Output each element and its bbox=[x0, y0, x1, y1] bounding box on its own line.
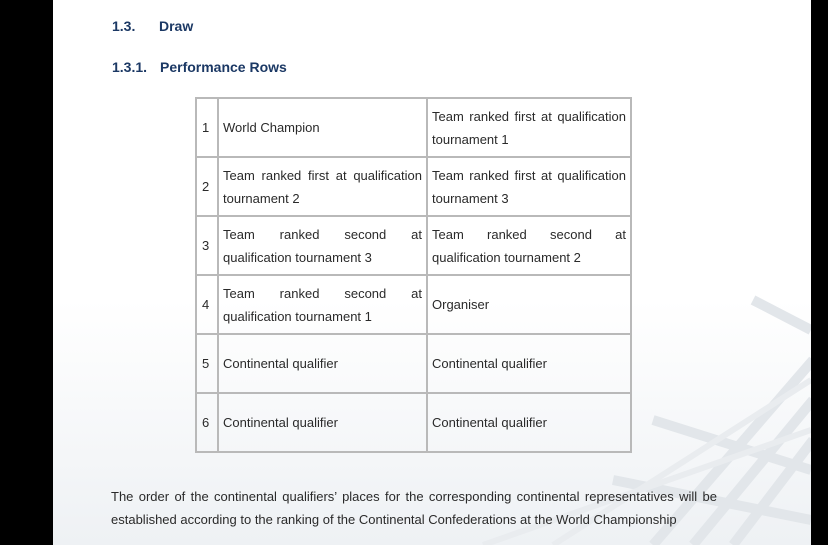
section-number: 1.3. bbox=[112, 18, 136, 34]
table-row bbox=[196, 98, 631, 157]
row-number: 2 bbox=[196, 157, 218, 216]
section-title: Draw bbox=[159, 18, 194, 34]
row-number: 6 bbox=[196, 393, 218, 452]
document-page bbox=[53, 0, 811, 545]
row-second-team: Team ranked second at qualification tournament 2 bbox=[427, 216, 631, 275]
row-first-team: Team ranked first at qualification tournament 2 bbox=[218, 157, 427, 216]
row-number: 4 bbox=[196, 275, 218, 334]
subsection-heading bbox=[112, 59, 287, 75]
row-first-team: World Champion bbox=[218, 98, 427, 157]
row-second-team: Team ranked first at qualification tournament 1 bbox=[427, 98, 631, 157]
row-first-team: Continental qualifier bbox=[218, 334, 427, 393]
table-row bbox=[196, 157, 631, 216]
table-row bbox=[196, 275, 631, 334]
subsection-title: Performance Rows bbox=[160, 59, 287, 75]
row-number: 3 bbox=[196, 216, 218, 275]
row-second-team: Continental qualifier bbox=[427, 393, 631, 452]
row-first-team: Continental qualifier bbox=[218, 393, 427, 452]
section-heading bbox=[112, 18, 193, 34]
row-number: 5 bbox=[196, 334, 218, 393]
table-row bbox=[196, 393, 631, 452]
row-number: 1 bbox=[196, 98, 218, 157]
table-row bbox=[196, 216, 631, 275]
row-first-team: Team ranked second at qualification tournament 3 bbox=[218, 216, 427, 275]
row-second-team: Organiser bbox=[427, 275, 631, 334]
table-row bbox=[196, 334, 631, 393]
row-second-team: Continental qualifier bbox=[427, 334, 631, 393]
body-paragraph: The order of the continental qualifiers’ places for the corresponding continental representatives will be established according to the ranking of the Continental Confederations at the World Championship bbox=[111, 489, 717, 527]
row-second-team: Team ranked first at qualification tournament 3 bbox=[427, 157, 631, 216]
performance-rows-table bbox=[195, 97, 632, 453]
row-first-team: Team ranked second at qualification tournament 1 bbox=[218, 275, 427, 334]
subsection-number: 1.3.1. bbox=[112, 59, 148, 75]
